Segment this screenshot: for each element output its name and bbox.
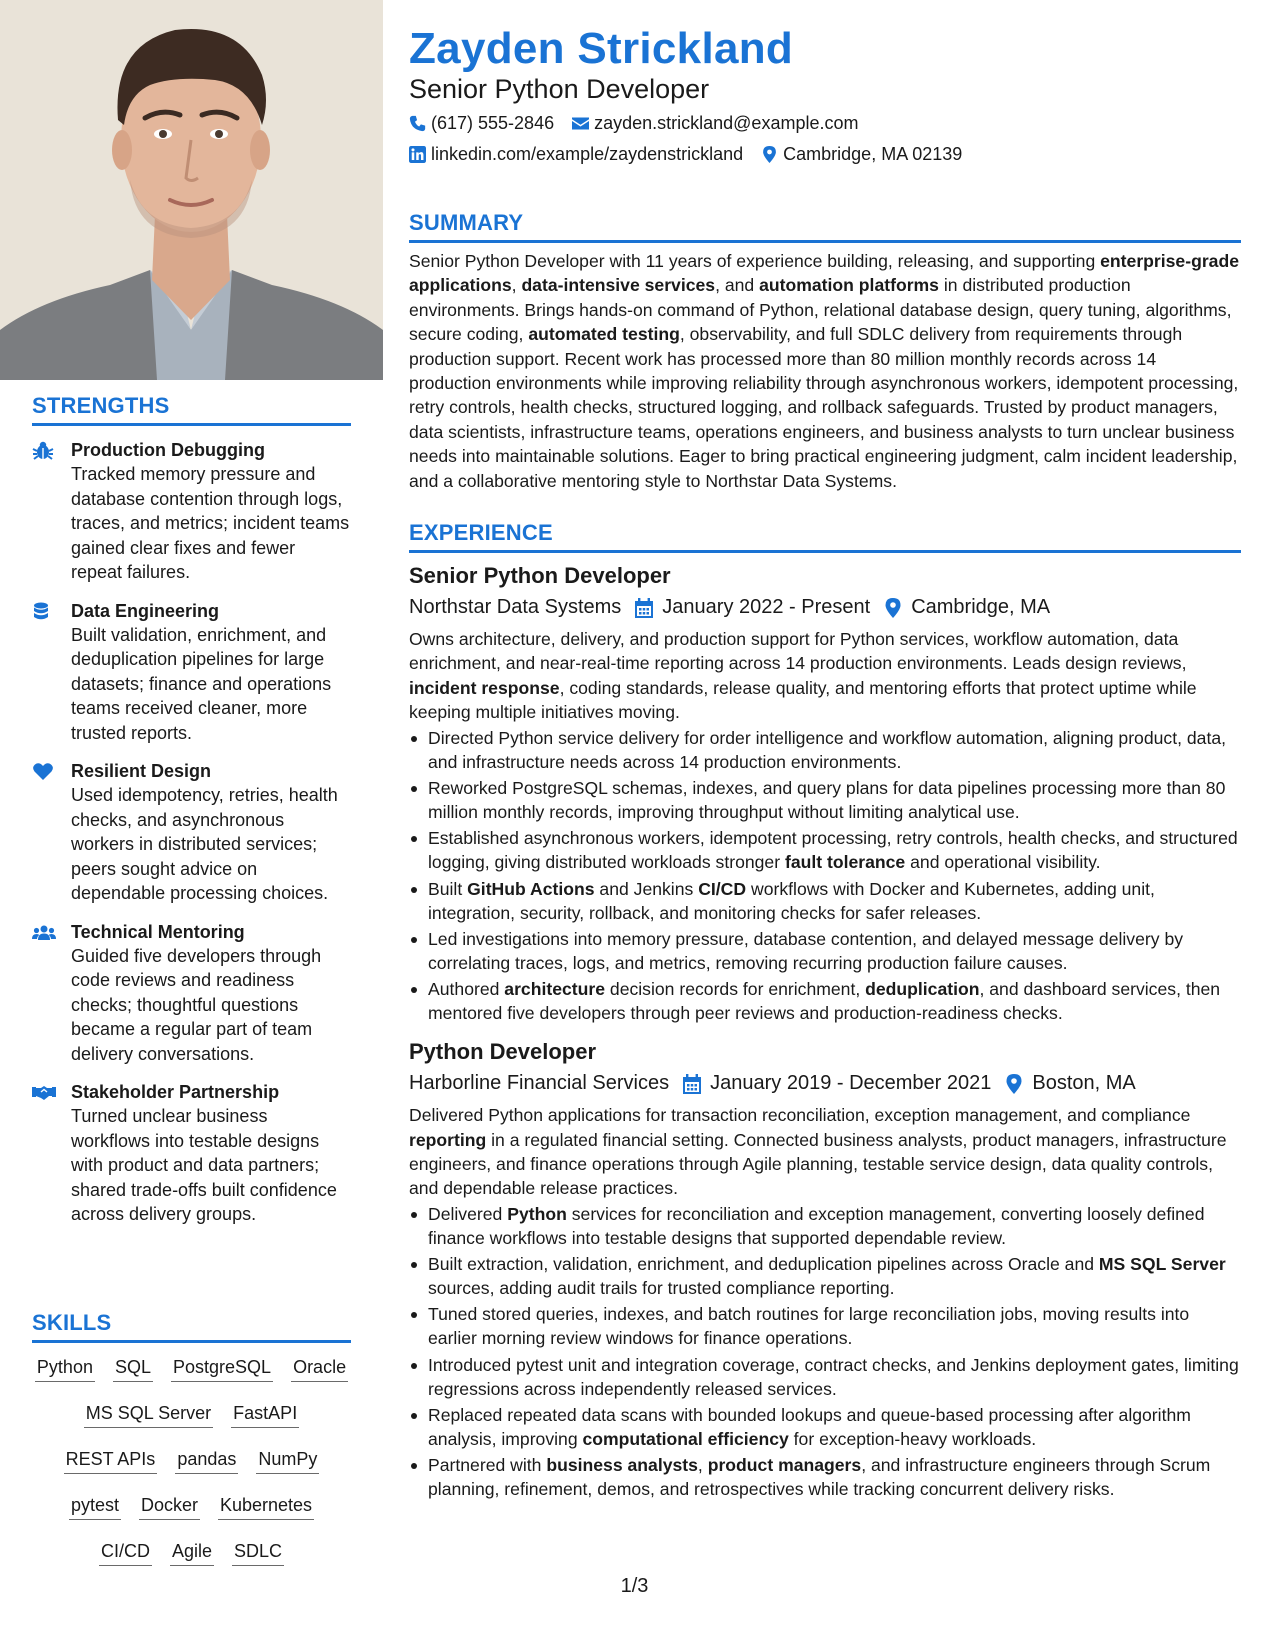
location-contact xyxy=(761,144,962,165)
job-bullets xyxy=(409,726,1241,1025)
bold-text: product managers xyxy=(707,1455,862,1476)
job-location: Boston, MA xyxy=(1032,1072,1136,1095)
strength-title: Technical Mentoring xyxy=(71,921,245,942)
skills-row xyxy=(32,1401,351,1428)
candidate-role: Senior Python Developer xyxy=(409,74,710,104)
strength-item xyxy=(32,438,351,585)
bold-text: automated testing xyxy=(528,324,680,345)
skill-tag: Oracle xyxy=(291,1355,348,1382)
strengths-section xyxy=(32,393,351,1227)
experience-section xyxy=(409,520,1241,1504)
profile-photo xyxy=(0,0,383,380)
map-pin-icon xyxy=(761,146,778,163)
strength-description: Used idempotency, retries, health checks, and asynchronous workers in distributed services; peers sought advice on dependable processing choices. xyxy=(71,785,338,903)
bold-text: CI/CD xyxy=(698,878,747,899)
company-name: Northstar Data Systems xyxy=(409,596,622,618)
envelope-icon xyxy=(572,115,589,132)
phone-text: (617) 555-2846 xyxy=(431,113,555,133)
sidebar xyxy=(0,0,383,1650)
job-dates: January 2022 - Present xyxy=(662,596,871,618)
skills-list xyxy=(32,1355,351,1566)
job-title: Python Developer xyxy=(409,1039,597,1065)
map-pin-icon xyxy=(1005,1073,1023,1093)
bullet-item: Introduced pytest unit and integration coverage, contract checks, and Jenkins deployment gates, limiting regressions across independently released services. xyxy=(409,1353,1241,1401)
calendar-icon xyxy=(635,597,653,617)
bold-text: incident response xyxy=(409,677,560,698)
skill-tag: pandas xyxy=(175,1447,238,1474)
skill-tag: SQL xyxy=(113,1355,153,1382)
bullet-item: Replaced repeated data scans with bounded lookups and queue-based processing after algorithm analysis, improving computational efficiency for exception-heavy workloads. xyxy=(409,1403,1241,1451)
email-contact[interactable] xyxy=(572,113,858,134)
job-bullets xyxy=(409,1202,1241,1501)
company-name: Harborline Financial Services xyxy=(409,1072,670,1095)
strength-item xyxy=(32,599,351,746)
bug-icon xyxy=(32,441,54,461)
bullet-item: Established asynchronous workers, idempotent processing, retry controls, health checks, and structured logging, giving distributed workloads stronger fault tolerance and operational visibility. xyxy=(409,826,1241,874)
users-icon xyxy=(32,923,54,943)
bold-text: Python xyxy=(507,1203,567,1224)
job-description: Delivered Python applications for transaction reconciliation, exception management, and compliance reporting in a regulated financial setting. Connected business analysts, product managers, infrastructure engineers, and finance operations through Agile planning, testable service design, data quality controls, and dependable release practices. xyxy=(409,1105,1227,1199)
skill-tag: Docker xyxy=(139,1493,200,1520)
strength-description: Turned unclear business workflows into testable designs with product and data partners; shared trade-offs built confidence across delivery groups. xyxy=(71,1106,337,1224)
contact-row xyxy=(409,113,858,134)
job-meta xyxy=(409,592,1241,622)
job-entry xyxy=(409,561,1241,1025)
bold-text: data-intensive services xyxy=(521,275,716,296)
bold-text: deduplication xyxy=(865,979,980,1000)
strengths-heading: STRENGTHS xyxy=(32,393,351,426)
database-icon xyxy=(32,602,54,622)
job-dates: January 2019 - December 2021 xyxy=(710,1072,992,1095)
bold-text: architecture xyxy=(504,979,606,1000)
job-meta xyxy=(409,1068,1241,1098)
strength-title: Production Debugging xyxy=(71,440,265,460)
skill-tag: pytest xyxy=(69,1493,121,1520)
summary-text: Senior Python Developer with 11 years of experience building, releasing, and supporting enterprise-grade applications, data-intensive services, and automation platforms in distributed production environments. Brings hands-on command of Python, relational database design, query tuning, algorithms, secure coding, automated testing, observability, and full SDLC delivery from requirements through production support. Recent work has processed more than 80 million monthly records across 14 production environments while improving reliability through asynchronous workers, idempotent processing, retry controls, health checks, structured logging, and rollback safeguards. Trusted by product managers, data scientists, infrastructure teams, operations engineers, and business analysts to turn unclear business needs into maintainable solutions. Eager to bring practical engineering judgment, calm incident leadership, and a collaborative mentoring style to Northstar Data Systems. xyxy=(409,251,1239,491)
linkedin-text: linkedin.com/example/zaydenstrickland xyxy=(431,144,744,164)
bold-text: enterprise-grade applications xyxy=(409,251,1239,296)
page-number xyxy=(0,1575,1275,1598)
bullet-item: Partnered with business analysts, product managers, and infrastructure engineers through Scrum planning, refinement, demos, and retrospectives while tracking concurrent delivery risks. xyxy=(409,1453,1241,1501)
page-number-text: 1/3 xyxy=(620,1575,649,1597)
job-title: Senior Python Developer xyxy=(409,563,671,588)
bullet-item: Led investigations into memory pressure, database contention, and delayed message delivery by correlating traces, logs, and metrics, removing recurring production failure causes. xyxy=(409,927,1241,975)
bold-text: computational efficiency xyxy=(582,1428,789,1449)
email-text: zayden.strickland@example.com xyxy=(594,113,859,133)
linkedin-contact[interactable] xyxy=(409,144,743,165)
summary-section xyxy=(409,210,1241,493)
bullet-item: Directed Python service delivery for order intelligence and workflow automation, aligning product, data, and infrastructure needs across 14 production environments. xyxy=(409,726,1241,774)
strength-description: Built validation, enrichment, and deduplication pipelines for large datasets; finance and operations teams received cleaner, more trusted reports. xyxy=(71,624,332,743)
job-location: Cambridge, MA xyxy=(911,596,1051,618)
bullet-item: Delivered Python services for reconciliation and exception management, converting loosely defined finance workflows into testable designs that supported dependable review. xyxy=(409,1202,1241,1250)
strength-description: Guided five developers through code reviews and readiness checks; thoughtful questions became a regular part of team delivery conversations. xyxy=(71,945,322,1064)
skill-tag: Kubernetes xyxy=(218,1493,314,1520)
bold-text: reporting xyxy=(409,1129,487,1150)
bullet-item: Reworked PostgreSQL schemas, indexes, and query plans for data pipelines processing more than 80 million monthly records, improving throughput without limiting analytical use. xyxy=(409,776,1241,824)
bullet-item: Built extraction, validation, enrichment, and deduplication pipelines across Oracle and MS SQL Server sources, adding audit trails for trusted compliance reporting. xyxy=(409,1252,1241,1300)
linkedin-icon xyxy=(409,146,426,163)
bold-text: GitHub Actions xyxy=(467,878,595,899)
summary-heading: SUMMARY xyxy=(409,210,1241,243)
skills-section xyxy=(32,1310,351,1585)
strength-title: Stakeholder Partnership xyxy=(71,1082,280,1102)
strength-item xyxy=(32,1080,351,1227)
skill-tag: NumPy xyxy=(256,1447,319,1474)
strength-title: Data Engineering xyxy=(71,600,220,621)
bold-text: fault tolerance xyxy=(784,852,906,873)
skill-tag: Python xyxy=(35,1355,95,1382)
skills-row xyxy=(32,1539,351,1566)
skill-tag: Agile xyxy=(170,1539,214,1566)
job-description: Owns architecture, delivery, and production support for Python services, workflow automation, data enrichment, and near-real-time reporting across 14 production environments. Leads design reviews, incident response, coding standards, release quality, and mentoring efforts that protect uptime while keeping multiple initiatives moving. xyxy=(409,629,1197,723)
bullet-item: Authored architecture decision records for enrichment, deduplication, and dashboard services, then mentored five developers through peer reviews and production-readiness checks. xyxy=(409,977,1241,1025)
skill-tag: CI/CD xyxy=(99,1539,152,1566)
location-text: Cambridge, MA 02139 xyxy=(783,144,963,164)
skill-tag: SDLC xyxy=(232,1539,284,1566)
candidate-name: Zayden Strickland xyxy=(409,24,794,73)
strength-item xyxy=(32,920,351,1067)
strength-item xyxy=(32,759,351,906)
skill-tag: MS SQL Server xyxy=(84,1401,213,1428)
skills-row xyxy=(32,1493,351,1520)
heart-icon xyxy=(32,762,54,782)
job-entry xyxy=(409,1037,1241,1501)
bold-text: automation platforms xyxy=(759,275,939,296)
skill-tag: FastAPI xyxy=(231,1401,299,1428)
bullet-item: Tuned stored queries, indexes, and batch routines for large reconciliation jobs, moving results into earlier morning review windows for finance operations. xyxy=(409,1302,1241,1350)
skills-row xyxy=(32,1447,351,1474)
skills-heading: SKILLS xyxy=(32,1310,351,1343)
map-pin-icon xyxy=(884,597,902,617)
bold-text: MS SQL Server xyxy=(1098,1254,1226,1275)
strength-description: Tracked memory pressure and database contention through logs, traces, and metrics; incident teams gained clear fixes and fewer repeat failures. xyxy=(71,464,350,582)
bold-text: business analysts xyxy=(546,1455,698,1476)
skill-tag: REST APIs xyxy=(64,1447,158,1474)
skill-tag: PostgreSQL xyxy=(171,1355,273,1382)
strength-title: Resilient Design xyxy=(71,761,212,781)
handshake-icon xyxy=(32,1083,54,1103)
contact-row xyxy=(409,144,962,165)
experience-heading: EXPERIENCE xyxy=(409,520,1241,553)
phone-icon xyxy=(409,115,426,132)
bullet-item: Built GitHub Actions and Jenkins CI/CD workflows with Docker and Kubernetes, adding unit, integration, security, rollback, and monitoring checks for safer releases. xyxy=(409,877,1241,925)
calendar-icon xyxy=(683,1073,701,1093)
skills-row xyxy=(32,1355,351,1382)
phone-contact[interactable] xyxy=(409,113,554,134)
